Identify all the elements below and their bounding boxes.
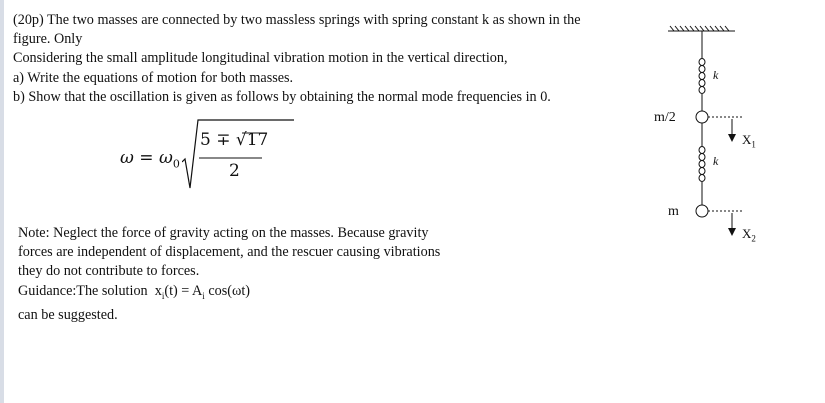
mass-top <box>696 111 708 123</box>
formula-denominator: 2 <box>229 161 240 181</box>
formula-lhs <box>120 148 180 170</box>
problem-line-4: a) Write the equations of motion for both masses. <box>13 69 294 86</box>
spring-mass-figure <box>640 18 780 258</box>
x2-label: $X_2$ <box>742 226 756 244</box>
left-border <box>0 0 4 403</box>
frequency-formula <box>120 118 295 198</box>
omega-symbol: ω <box>120 148 134 168</box>
mass-top-label: m/2 <box>654 110 676 125</box>
spring-k-bottom-label: k <box>713 154 719 168</box>
top-spring <box>699 31 705 111</box>
spring-k-top-label: k <box>713 68 719 82</box>
x1-label: $X_1$ <box>742 132 756 150</box>
guidance-line <box>18 282 478 306</box>
problem-line-2: figure. Only <box>13 31 83 48</box>
guidance-formula: $x_i(t) = A_i$ cos(ωt) <box>154 282 251 301</box>
x1-arrow-icon <box>728 134 736 142</box>
problem-statement <box>13 11 633 107</box>
note-line-2: forces are independent of displacement, and the rescuer causing vibrations <box>18 244 441 261</box>
guidance-prefix: Guidance:The solution <box>18 282 148 299</box>
formula-numerator: 5 ∓ √17 <box>200 130 269 150</box>
ceiling-support <box>668 26 735 31</box>
bottom-spring <box>699 123 705 205</box>
problem-line-3: Considering the small amplitude longitudinal vibration motion in the vertical direction, <box>13 50 508 67</box>
omega0-subscript: 0 <box>172 157 180 171</box>
problem-line-1: (20p) The two masses are connected by two massless springs with spring constant k as shown in the <box>13 12 581 28</box>
x2-arrow-icon <box>728 228 736 236</box>
note-line-3: they do not contribute to forces. <box>18 263 200 280</box>
figure-drawing <box>640 18 780 258</box>
omega0-symbol: ω <box>158 148 173 168</box>
mass-bottom-label: m <box>668 204 679 219</box>
problem-line-5: b) Show that the oscillation is given as follows by obtaining the normal mode frequencies in 0. <box>13 88 551 105</box>
note-line-1: Note: Neglect the force of gravity acting on the masses. Because gravity <box>18 225 429 241</box>
equals-sign: = <box>139 148 154 168</box>
note-last-line: can be suggested. <box>18 306 118 323</box>
note-block <box>18 224 478 325</box>
mass-bottom <box>696 205 708 217</box>
